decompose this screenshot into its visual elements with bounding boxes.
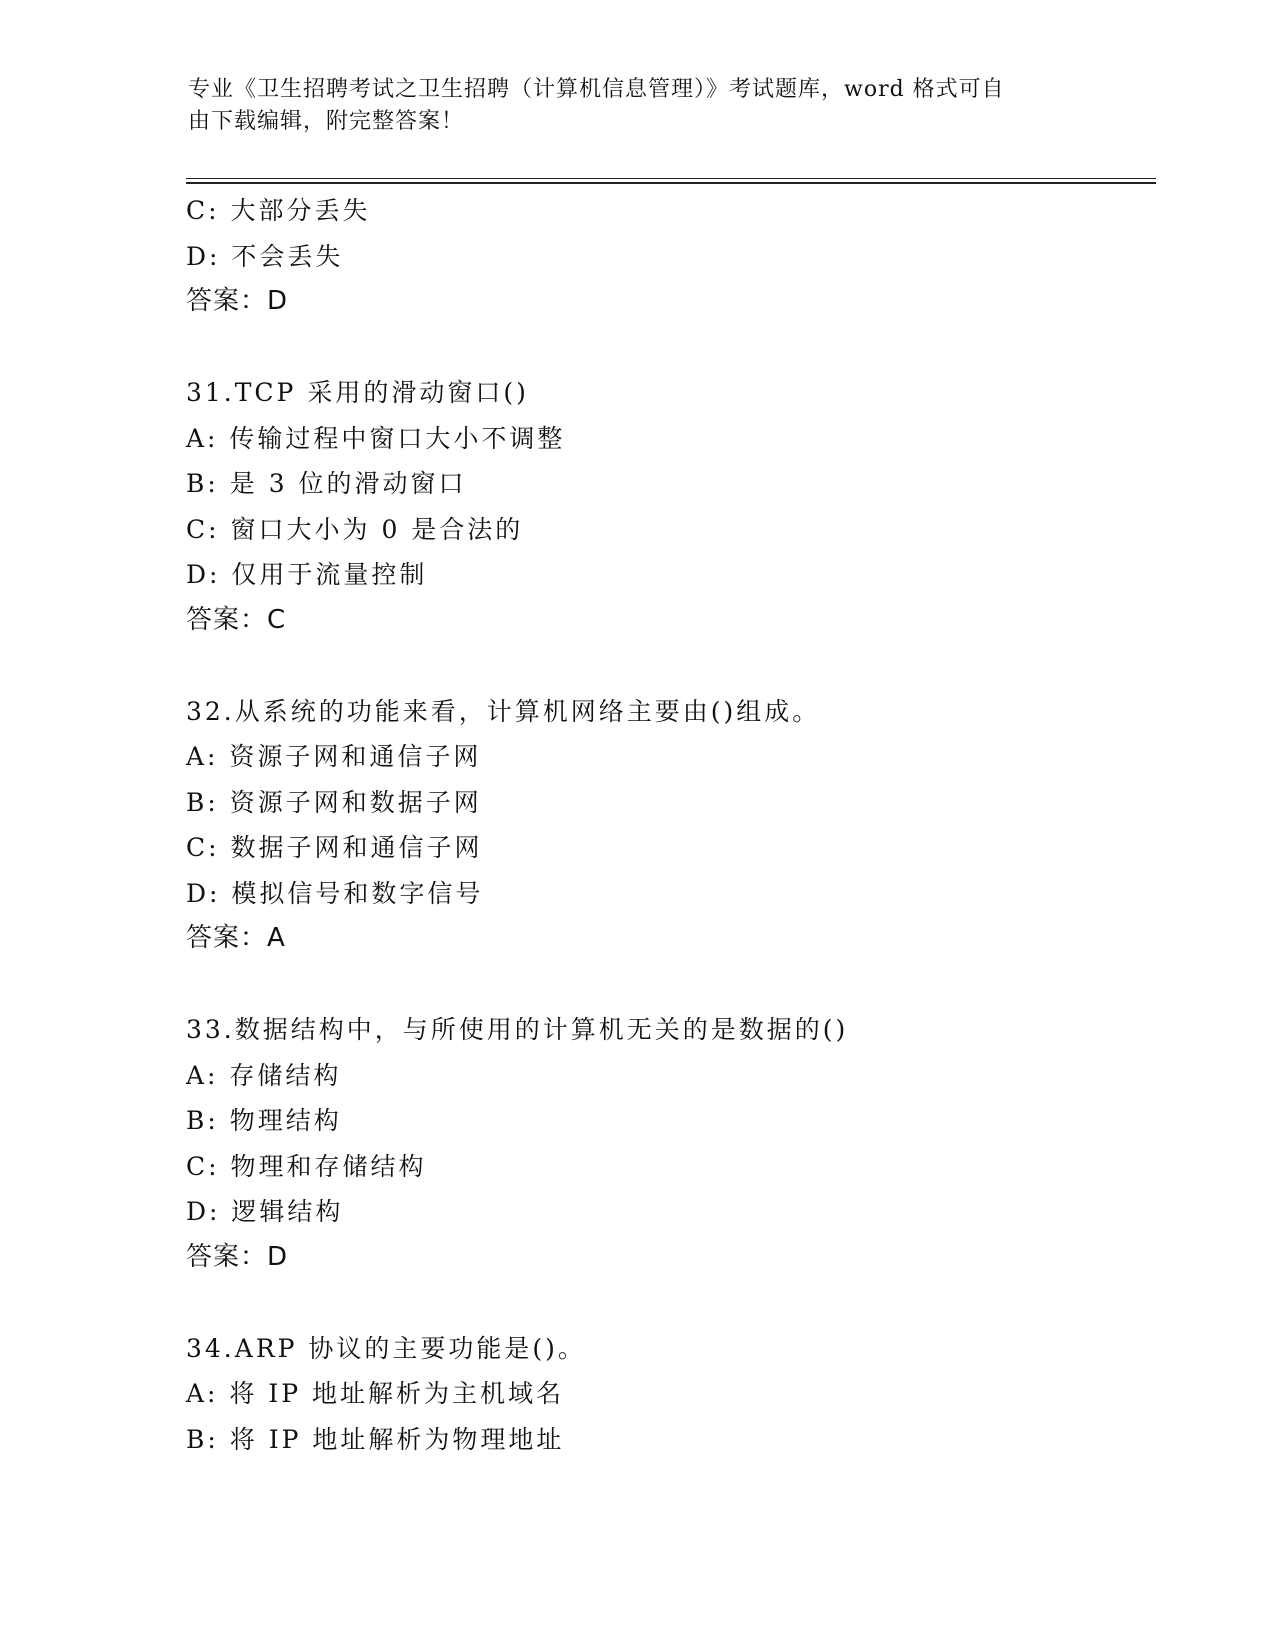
header-divider-thin (186, 178, 1156, 179)
question-stem: 31.TCP 采用的滑动窗口() (186, 378, 529, 407)
spacer (186, 1280, 1146, 1326)
answer-option: D: 不会丢失 (186, 241, 344, 271)
answer-option: B: 物理结构 (186, 1106, 342, 1135)
answer-option: A: 资源子网和通信子网 (186, 742, 482, 771)
answer-option: C: 数据子网和通信子网 (186, 833, 483, 862)
answer-line: 答案：D (186, 1241, 289, 1272)
spacer (186, 962, 1146, 1008)
answer-option: B: 将 IP 地址解析为物理地址 (186, 1424, 565, 1454)
answer-option: D: 仅用于流量控制 (186, 560, 428, 589)
header-line-2: 由下载编辑，附完整答案！ (188, 109, 465, 134)
answer-option: C: 物理和存储结构 (186, 1151, 427, 1181)
answer-option: B: 资源子网和数据子网 (186, 787, 482, 817)
spacer (186, 325, 1146, 371)
question-list (186, 188, 1146, 1462)
header-divider-thick (186, 182, 1156, 184)
answer-line: 答案：C (186, 604, 287, 635)
answer-option: D: 模拟信号和数字信号 (186, 878, 484, 908)
answer-option: D: 逻辑结构 (186, 1197, 344, 1226)
answer-option: C: 大部分丢失 (186, 196, 371, 225)
question-stem: 32.从系统的功能来看，计算机网络主要由()组成。 (186, 696, 821, 726)
answer-option: A: 将 IP 地址解析为主机域名 (186, 1379, 565, 1408)
answer-option: A: 传输过程中窗口大小不调整 (186, 423, 566, 453)
answer-option: C: 窗口大小为 0 是合法的 (186, 514, 524, 544)
question-stem: 33.数据结构中，与所使用的计算机无关的是数据的() (186, 1015, 849, 1044)
answer-line: 答案：D (186, 286, 289, 316)
header-line-1: 专业《卫生招聘考试之卫生招聘（计算机信息管理）》考试题库，word 格式可自 (188, 77, 1005, 102)
answer-option: B: 是 3 位的滑动窗口 (186, 469, 467, 498)
answer-option: A: 存储结构 (186, 1060, 342, 1090)
answer-line: 答案：A (186, 923, 286, 953)
spacer (186, 643, 1146, 689)
document-header (188, 74, 1088, 138)
question-stem: 34.ARP 协议的主要功能是()。 (186, 1333, 586, 1363)
